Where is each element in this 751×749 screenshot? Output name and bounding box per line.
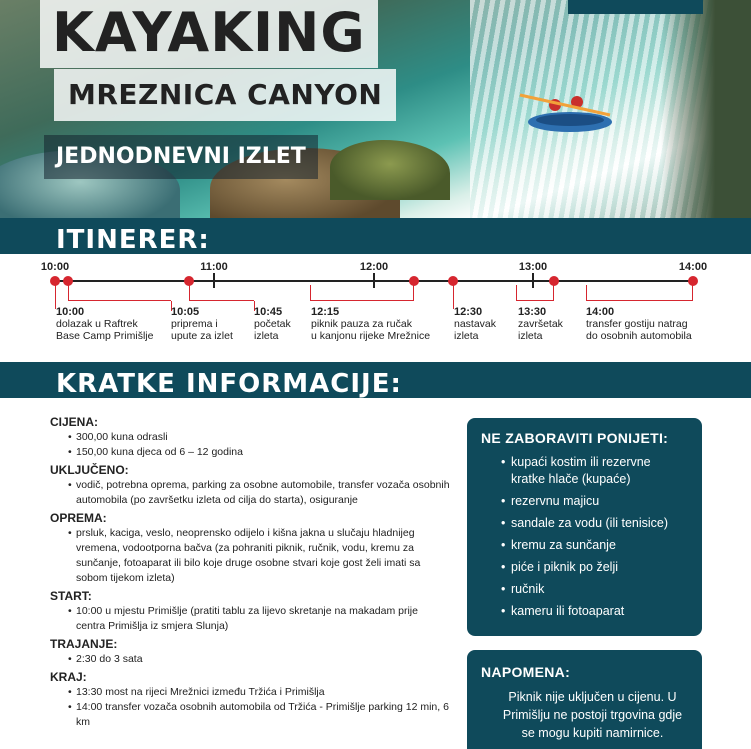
info-item: • 10:00 u mjestu Primišlje (pratiti tablu za lijevo skretanje na makadam prije centra Primišlja iz smjera Slunja) — [50, 604, 450, 634]
bring-item: • kupaći kostim ili rezervne kratke hlače (kupaće) — [481, 454, 688, 488]
event-connector — [189, 285, 254, 301]
section-title: OPREMA: — [50, 511, 107, 525]
event-dot — [409, 276, 419, 286]
info-heading: KRATKE INFORMACIJE: — [56, 369, 402, 399]
bring-item: • piće i piknik po želji — [481, 559, 688, 576]
timeline-event — [171, 306, 233, 342]
event-time: 10:00 — [56, 306, 85, 318]
bring-item: • sandale za vodu (ili tenisice) — [481, 515, 688, 532]
event-connector — [68, 285, 171, 301]
timeline-event — [311, 306, 430, 342]
tick-label: 12:00 — [359, 261, 389, 273]
section-title: START: — [50, 589, 92, 603]
event-line: upute za izlet — [171, 330, 233, 342]
timeline-event — [586, 306, 692, 342]
note-heading: NAPOMENA: — [481, 664, 571, 680]
event-time: 13:30 — [518, 306, 547, 318]
header-accent-box — [568, 0, 703, 14]
kayak-icon — [515, 80, 625, 140]
event-dot — [184, 276, 194, 286]
info-item: • 2:30 do 3 sata — [50, 652, 450, 667]
moss-rock-shape — [330, 140, 450, 200]
section-title: UKLJUČENO: — [50, 463, 129, 477]
event-dot — [63, 276, 73, 286]
event-dot — [549, 276, 559, 286]
bring-list-box — [467, 418, 702, 636]
bring-heading: NE ZABORAVITI PONIJETI: — [481, 430, 669, 446]
info-item: • 300,00 kuna odrasli — [50, 430, 450, 445]
tick-label: 13:00 — [518, 261, 548, 273]
event-connector — [586, 285, 693, 301]
section-title: TRAJANJE: — [50, 637, 118, 651]
hero-subtitle: MREZNICA CANYON — [54, 69, 396, 121]
event-time: 12:30 — [454, 306, 483, 318]
tick-label: 14:00 — [678, 261, 708, 273]
section-title: CIJENA: — [50, 415, 99, 429]
info-item: • vodič, potrebna oprema, parking za osobne automobile, transfer vozača osobnih automobila (po završetku izleta od cilja do starta), osiguranje — [50, 478, 450, 508]
event-line: piknik pauza za ručak — [311, 318, 412, 330]
info-item: • 150,00 kuna djeca od 6 – 12 godina — [50, 445, 450, 460]
event-line: završetak — [518, 318, 563, 330]
event-connector — [516, 285, 554, 301]
event-dot — [448, 276, 458, 286]
timeline-event — [518, 306, 563, 342]
event-connector — [189, 285, 190, 301]
tick-label: 11:00 — [200, 261, 228, 273]
event-line: u kanjonu rijeke Mrežnice — [311, 330, 431, 342]
event-line: Base Camp Primišlje — [56, 330, 154, 342]
itinerary-heading: ITINERER: — [56, 225, 210, 255]
timeline-event — [56, 306, 153, 342]
event-time: 14:00 — [586, 306, 615, 318]
bring-item: • ručnik — [481, 581, 688, 598]
note-box — [467, 650, 702, 749]
hero-title: KAYAKING — [40, 0, 378, 68]
info-item: • prsluk, kaciga, veslo, neoprensko odijelo i kišna jakna u slučaju hladnijeg vremena, vodootporna bačva (za pohraniti piknik, ručnik, vodu, kremu za sunčanje, fotoaparat ili bilo koje druge osobne stvari koje gost želi imati sa sobom tijekom izleta) — [50, 526, 450, 586]
cliff-shape — [661, 0, 751, 218]
hero-tagline: JEDNODNEVNI IZLET — [44, 135, 318, 179]
event-time: 10:45 — [254, 306, 283, 318]
info-item: • 13:30 most na rijeci Mrežnici između Tržića i Primišlja — [50, 685, 450, 700]
event-dot — [688, 276, 698, 286]
event-line: nastavak — [454, 318, 497, 330]
bring-item: • kameru ili fotoaparat — [481, 603, 688, 620]
timeline-event — [254, 306, 291, 342]
event-line: priprema i — [171, 318, 218, 330]
event-line: izleta — [518, 330, 543, 342]
tick-label: 10:00 — [40, 261, 70, 273]
info-item: • 14:00 transfer vozača osobnih automobila od Tržića - Primišlje parking 12 min, 6 km — [50, 700, 450, 730]
timeline-event — [454, 306, 496, 342]
event-line: dolazak u Raftrek — [56, 318, 138, 330]
event-line: transfer gostiju natrag — [586, 318, 688, 330]
event-line: izleta — [254, 330, 279, 342]
itinerary-timeline — [0, 258, 751, 358]
event-time: 12:15 — [311, 306, 340, 318]
event-connector — [310, 285, 414, 301]
note-text: Piknik nije uključen u cijenu. U Primišlju ne postoji trgovina gdje se mogu kupiti namirnice. — [502, 690, 683, 740]
hero-image — [0, 0, 751, 218]
event-line: do osobnih automobila — [586, 330, 692, 342]
bring-item: • rezervnu majicu — [481, 493, 688, 510]
event-line: izleta — [454, 330, 479, 342]
event-line: početak — [254, 318, 291, 330]
info-list — [50, 412, 450, 730]
bring-item: • kremu za sunčanje — [481, 537, 688, 554]
section-title: KRAJ: — [50, 670, 87, 684]
event-time: 10:05 — [171, 306, 200, 318]
event-dot — [50, 276, 60, 286]
